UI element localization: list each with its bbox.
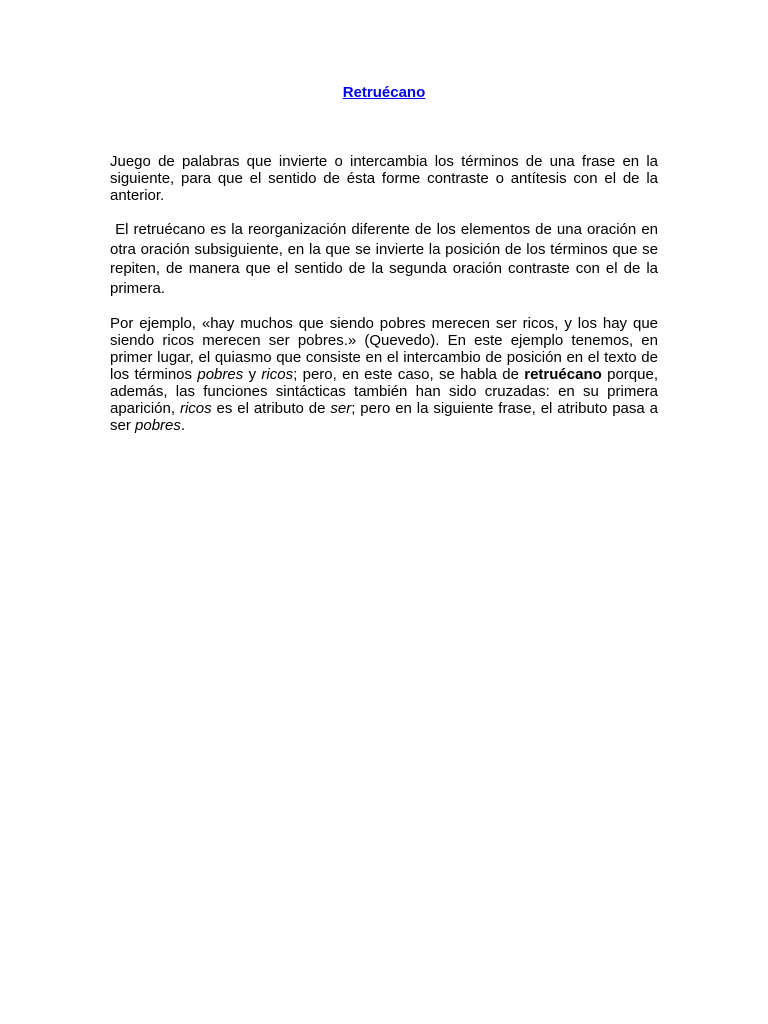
term-ricos: ricos [179,400,212,417]
title-container [110,84,658,102]
example-text: Por ejemplo, «hay muchos que siendo pobres merecen ser ricos, y los hay que siendo ricos merecen ser pobres.» (Quevedo). En este ejemplo tenemos, en primer lugar, el quiasmo que consiste en el intercambio de posición en el texto de los términos [110,315,658,383]
example-text: ; pero en la siguiente frase, el atributo pasa a ser [110,400,658,434]
term-pobres: pobres [197,366,244,383]
term-pobres: pobres [135,417,181,434]
term-ricos: ricos [261,366,294,383]
example-text: y [243,366,262,383]
term-ser: ser [330,400,352,417]
example-text: ; pero, en este caso, se habla de [293,366,525,383]
paragraph-example [110,315,658,434]
example-text: . [180,417,186,434]
example-text: porque, además, las funciones sintácticas también han sido cruzadas: en su primera aparición, [110,366,658,417]
paragraph-explanation: El retruécano es la reorganización diferente de los elementos de una oración en otra oración subsiguiente, en la que se invierte la posición de los términos que se repiten, de manera que el sentido de la segunda oración contraste con el de la primera. [110,221,658,297]
paragraph-definition: Juego de palabras que invierte o intercambia los términos de una frase en la siguiente, para que el sentido de ésta forme contraste o antítesis con el de la anterior. [110,153,658,204]
document-title-link[interactable]: Retruécano [342,84,426,101]
term-retruecano: retruécano [524,366,602,383]
example-text: es el atributo de [211,400,331,417]
